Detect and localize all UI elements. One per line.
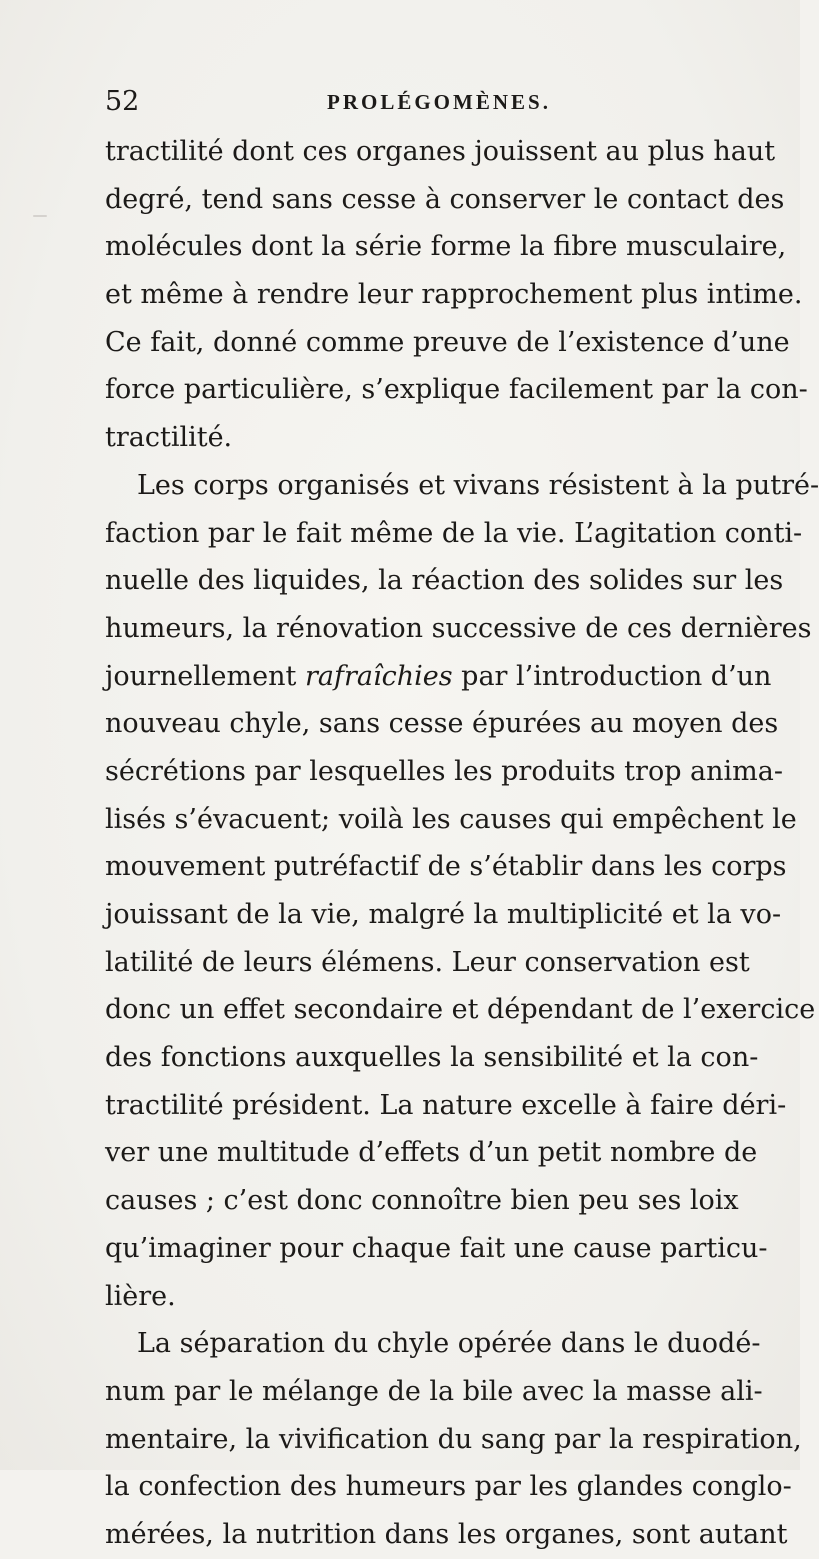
text-line: des fonctions auxquelles la sensibilité et la con- [105, 1042, 759, 1074]
text-line: latilité de leurs élémens. Leur conservation est [105, 946, 750, 978]
page-header [105, 86, 705, 120]
text-line: Ce fait, donné comme preuve de l’existence d’une [105, 326, 790, 358]
text-line: faction par le fait même de la vie. L’agitation conti- [105, 517, 803, 549]
italic-word: rafraîchies [304, 660, 453, 692]
text-line: humeurs, la rénovation successive de ces dernières [105, 612, 812, 644]
text-line: tractilité dont ces organes jouissent au plus haut [105, 136, 776, 167]
paper-blemish [375, 301, 379, 305]
text-line: force particulière, s’explique facilement par la con- [105, 374, 808, 406]
text-line: mouvement putréfactif de s’établir dans les corps [105, 851, 787, 883]
page-number: 52 [105, 86, 140, 117]
text-line: qu’imaginer pour chaque fait une cause particu- [105, 1232, 768, 1264]
text-line: degré, tend sans cesse à conserver le contact des [105, 183, 785, 215]
paper-blemish [33, 215, 47, 217]
paragraph-start-line: La séparation du chyle opérée dans le duodé- [137, 1328, 761, 1360]
line-segment: par l’introduction d’un [452, 660, 772, 692]
text-line: causes ; c’est donc connoître bien peu ses loix [105, 1185, 739, 1217]
text-line: lière. [105, 1280, 176, 1312]
text-line: ver une multitude d’effets d’un petit nombre de [105, 1137, 758, 1169]
text-line: et même à rendre leur rapprochement plus intime. [105, 279, 803, 311]
text-line: lisés s’évacuent; voilà les causes qui empêchent le [105, 803, 797, 835]
text-line: molécules dont la série forme la fibre musculaire, [105, 231, 787, 263]
text-line-with-italic [105, 653, 772, 701]
text-line: mentaire, la vivification du sang par la respiration, [105, 1423, 802, 1455]
text-line: donc un effet secondaire et dépendant de l’exercice [105, 994, 816, 1026]
text-line: nuelle des liquides, la réaction des solides sur les [105, 565, 784, 597]
text-line: tractilité président. La nature excelle à faire déri- [105, 1089, 787, 1121]
text-line: mérées, la nutrition dans les organes, sont autant [105, 1518, 788, 1550]
line-segment: journellement [105, 660, 305, 692]
text-line: num par le mélange de la bile avec la masse ali- [105, 1375, 763, 1407]
text-line: nouveau chyle, sans cesse épurées au moyen des [105, 708, 779, 740]
text-line: tractilité. [105, 422, 233, 454]
running-title: PROLÉGOMÈNES. [327, 90, 551, 114]
text-line: la confection des humeurs par les glandes conglo- [105, 1471, 792, 1503]
paragraph-start-line: Les corps organisés et vivans résistent à la putré- [137, 469, 819, 501]
paper-blemish [292, 1100, 299, 1109]
body-text [105, 128, 819, 1559]
text-line: jouissant de la vie, malgré la multiplicité et la vo- [105, 899, 782, 930]
text-line: sécrétions par lesquelles les produits trop anima- [105, 755, 784, 787]
